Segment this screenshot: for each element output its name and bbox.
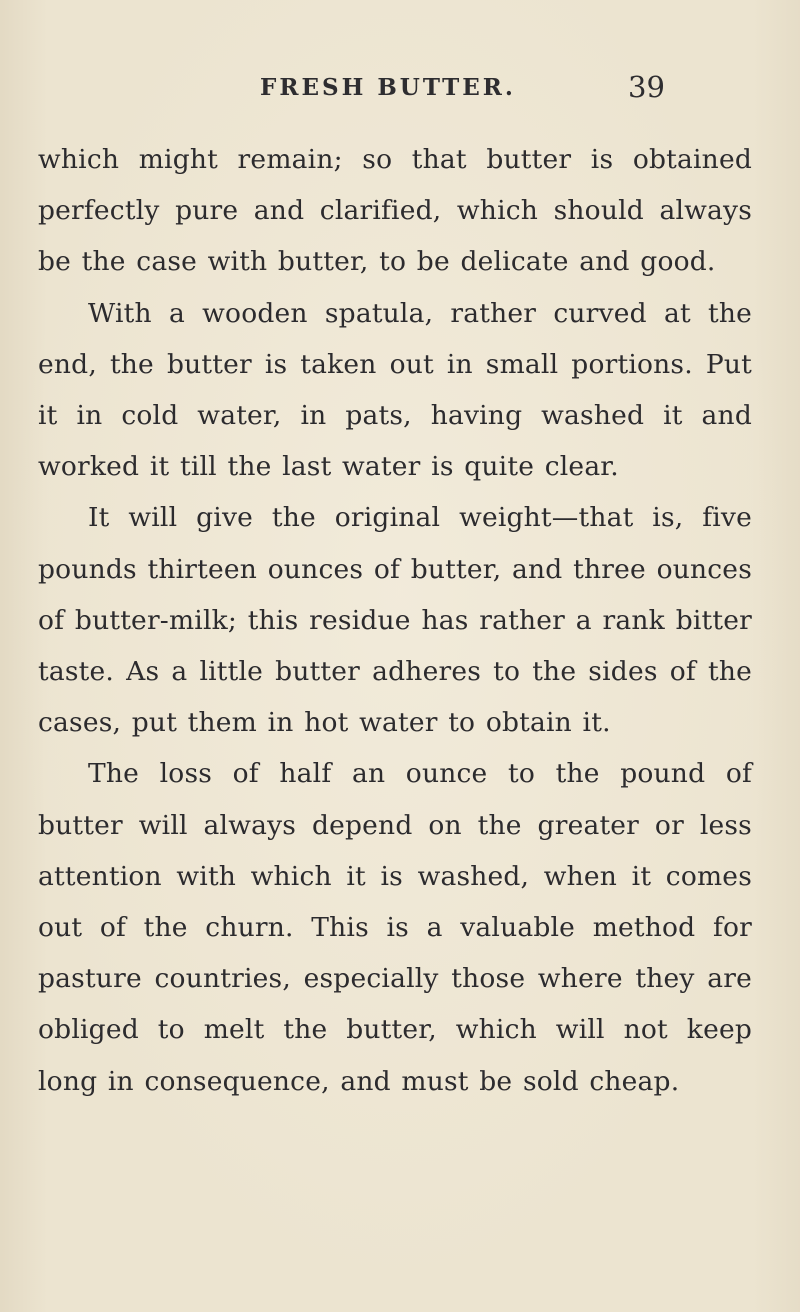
- paragraph-loss: The loss of half an ounce to the pound of butter will always depend on the greater or less attention with which it is washed, when it comes out of the churn. This is a valuable method for pasture countries, especially those where they are obliged to melt the butter, which will not keep long in consequence, and must be sold cheap.: [38, 758, 752, 1097]
- running-title: FRESH BUTTER.: [260, 74, 516, 101]
- running-header: [0, 70, 800, 114]
- paragraph-continued: which might remain; so that butter is obtained perfectly pure and clarified, which should always be the case with butter, to be delicate and good.: [38, 144, 752, 278]
- paragraph-spatula: With a wooden spatula, rather curved at the end, the butter is taken out in small portions. Put it in cold water, in pats, having washed it and worked it till the last water is quite clear.: [38, 297, 752, 483]
- page-number: 39: [628, 70, 665, 104]
- paragraph-weight: It will give the original weight—that is, five pounds thirteen ounces of butter, and three ounces of butter-milk; this residue has rather a rank bitter taste. As a little butter adheres to the sides of the cases, put them in hot water to obtain it.: [38, 502, 752, 739]
- body-text: [38, 134, 752, 1107]
